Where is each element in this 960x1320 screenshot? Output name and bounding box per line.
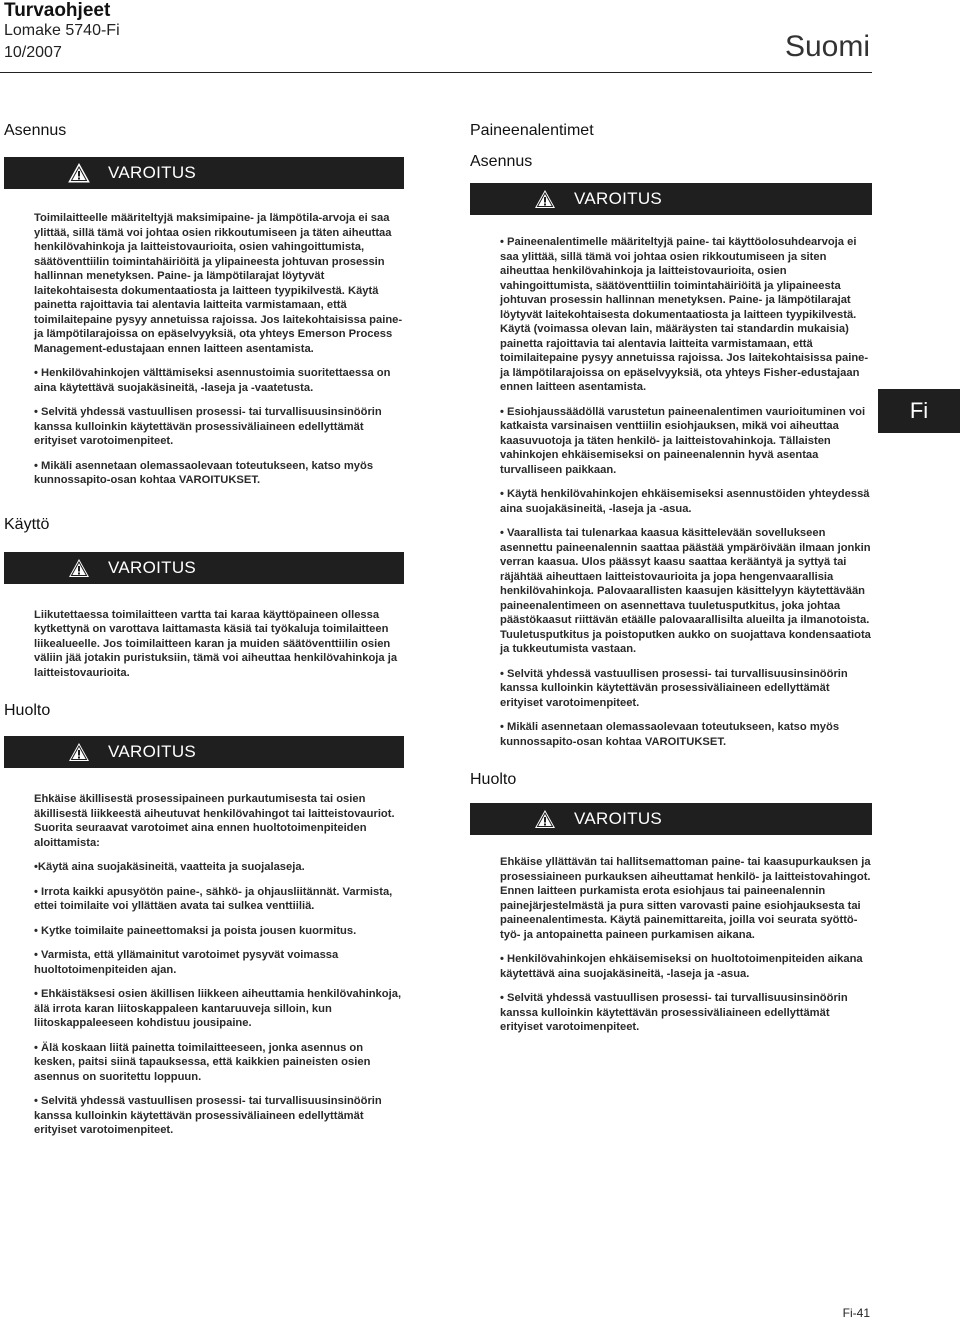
bullet-item: • Selvitä yhdessä vastuullisen prosessi- tai turvallisuusinsinöörin kanssa kulloinkin käytettävän prosessiväliaineen edellyttämät erityiset varotoimenpiteet. xyxy=(34,1095,382,1136)
document-title: Turvaohjeet xyxy=(4,0,111,21)
warning-label: VAROITUS xyxy=(574,809,663,828)
bullet-item: • Älä koskaan liitä painetta toimilaitteeseen, jonka asennus on kesken, paitsi siinä tapauksessa, että kaikkien paineisten osien asennus on suoritettu loppuun. xyxy=(34,1041,371,1083)
language-tab xyxy=(878,389,960,433)
section-heading-kaytto: Käyttö xyxy=(4,515,50,533)
warning-banner xyxy=(4,552,404,584)
warning-banner xyxy=(4,736,404,768)
bullet-item: • Selvitä yhdessä vastuullisen prosessi- tai turvallisuusinsinöörin kanssa kulloinkin käytettävän prosessiväliaineen edellyttämät erityiset varotoimenpiteet. xyxy=(34,406,382,447)
bullet-item: • Vaarallista tai tulenarkaa kaasua käsittelevään sovellukseen asennettu paineenalennin saattaa päästää ympäröivään ilmaan jonkin verran kaasua. Ulos päässyt kaasu saattaa kerääntyä ja syttyä tai räjähtää aiheuttaen laitteistovaurioita ja jopa hengenvaarallisia henkilövahinkoja. Palovaarallisten kaasujen käsittelyyn käytettävään paineenalentimeen on asennettava tuuletusputkitus, joka johtaa päästökaasut riittävän etäälle palovaarallisilta alueilta ja ilmanotoista. Tuuletusputkitus ja poistoputken aukko on suojattava kondensaatiota ja tukkeutumista vastaan. xyxy=(500,527,871,655)
warning-label: VAROITUS xyxy=(108,742,197,761)
warning-triangle-icon xyxy=(68,163,90,183)
warning-text: Liikutettaessa toimilaitteen vartta tai karaa käyttöpaineen ollessa kytkettynä on varottava laittamasta käsiä tai työkaluja toimilaitteen liikealueelle. Jos toimilaitteen karan ja muiden säätöventtiilin osien väliin jää jotakin puristuksiin, tämä voi aiheuttaa henkilövahinkoja ja laitteistovaurioita. xyxy=(34,608,398,679)
bullet-item: • Ehkäistäksesi osien äkillisen liikkeen aiheuttamia henkilövahinkoja, älä irrota karan liitoskappaleen kantaruuveja silloin, kun liitoskappaleeseen kohdistuu jousipaine. xyxy=(34,988,402,1029)
section-heading-huolto: Huolto xyxy=(4,702,51,719)
right-column xyxy=(470,120,872,1035)
language-tab-label: Fi xyxy=(909,398,929,423)
document-date: 10/2007 xyxy=(4,44,62,61)
warning-banner xyxy=(470,803,872,835)
bullet-item: • Henkilövahinkojen välttämiseksi asennustoimia suoritettaessa on aina käytettävä suojakäsineitä, -laseja ja -vaatetusta. xyxy=(34,367,391,394)
section-heading-huolto: Huolto xyxy=(470,771,517,788)
header-divider xyxy=(0,72,872,73)
bullet-item: • Irrota kaikki apusyötön paine-, sähkö- ja ohjausliitännät. Varmista, ettei toimilaite voi yllättäen avata tai sulkea venttiiliä. xyxy=(34,885,393,912)
section-heading-asennus: Asennus xyxy=(4,122,67,139)
section-title-paineenalentimet: Paineenalentimet xyxy=(470,122,594,139)
warning-label: VAROITUS xyxy=(574,189,663,208)
bullet-item: • Henkilövahinkojen ehkäisemiseksi on huoltotoimenpiteiden aikana käytettävä aina suojakäsineitä, -laseja ja -asua. xyxy=(500,953,863,980)
warning-label: VAROITUS xyxy=(108,163,197,182)
warning-text: Toimilaitteelle määriteltyjä maksimipaine- ja lämpötila-arvoja ei saa ylittää, sillä tämä voi johtaa osien rikkoutumiseen ja täten aiheuttaa henkilövahinkoja ja laitteistovaurioita, osien vahingoittumista, säätöventtiilin toimintahäiriöitä ja ylipaineesta johtuvan prosessin hallinnan menetyksen. Paine- ja lämpötilarajat löytyvät laitekohtaisesta dokumentaatiosta ja laitteen tyypikilvestä. Käytä painetta rajoittavia tai alentavia laitteita varmistamaan, että toimilaitepaine pysyy annetuissa rajoissa. Jos laitekohtaisissa paine- ja lämpötilarajoissa on epäselvyyksiä, ota yhteys Emerson Process Management-edustajaan ennen laitteen asentamista. xyxy=(34,212,403,355)
bullet-item: • Esiohjaussäädöllä varustetun paineenalentimen vaurioituminen voi katkaista varsinaisen venttiilin esiohjauksen, mikä voi aiheuttaa kaasuvuotoja ja täten henkilö- ja laitteistovahinkoja. Tällaisten vahinkojen ehkäisemiseksi on paineenalennin hyvä asentaa turvalliseen paikkaan. xyxy=(500,405,866,476)
section-heading-asennus: Asennus xyxy=(470,153,533,170)
page-number: Fi-41 xyxy=(842,1306,870,1320)
warning-text: Ehkäise äkillisestä prosessipaineen purkautumisesta tai osien äkillisestä liikkeestä aiheutuvat henkilövahingot tai laitteistovauriot. Suorita seuraavat varotoimet aina ennen huoltotoimenpiteiden aloittamista: xyxy=(34,793,395,849)
left-column xyxy=(4,120,404,1138)
bullet-item: • Selvitä yhdessä vastuullisen prosessi- tai turvallisuusinsinöörin kanssa kulloinkin käytettävän prosessiväliaineen edellyttämät erityiset varotoimenpiteet. xyxy=(500,667,848,709)
form-number: Lomake 5740-Fi xyxy=(4,22,120,39)
bullet-item: • Mikäli asennetaan olemassaolevaan toteutukseen, katso myös kunnossapito-osan kohtaa VAROITUKSET. xyxy=(500,721,840,748)
bullet-item: • Selvitä yhdessä vastuullisen prosessi- tai turvallisuusinsinöörin kanssa kulloinkin käytettävän prosessiväliaineen edellyttämät erityiset varotoimenpiteet. xyxy=(500,992,848,1033)
warning-triangle-icon xyxy=(68,742,90,762)
bullet-item: • Käytä henkilövahinkojen ehkäisemiseksi asennustöiden yhteydessä aina suojakäsineitä, -laseja ja -asua. xyxy=(500,488,870,515)
bullet-item: • Paineenalentimelle määriteltyjä paine- tai käyttöolosuhdearvoja ei saa ylittää, sillä tämä voi johtaa osien rikkoutumiseen ja siten aiheuttaa henkilövahinkoja ja laitteistovaurioita, osien vahingoittumista, säätöventtiilin toimintahäiriöitä ja ylipaineesta johtuvan prosessin hallinnan menetyksen. Paine- ja lämpötilarajat löytyvät laitekohtaisesta dokumentaatiosta ja laitteen tyypikilvestä. Käytä (voimassa olevan lain, määräysten tai standardin mukaisia) painetta rajoittavia tai alentavia laitteita varmistamaan, että toimilaitepaine pysyy annetuissa rajoissa. Jos laitekohtaisissa paine- ja lämpötilarajoissa on epäselvyyksiä, ota yhteys Fisher-edustajaan ennen laitteen asentamista. xyxy=(500,236,869,393)
warning-text: Ehkäise yllättävän tai hallitsemattoman paine- tai kaasupurkauksen ja prosessiaineen purkauksen aiheuttamat henkilö- ja laitteistovahingot. Ennen laitteen purkamista erota esiohjaus tai paineenalennin painejärjestelmästä ja pura sitten varovasti paine esiohjauksesta tai paineenalentimesta. Käytä painemittareita, joilla voi seurata syöttö- työ- ja antopainetta paineen purkamisen aikana. xyxy=(500,856,871,941)
language-label: Suomi xyxy=(784,30,870,63)
bullet-item: • Varmista, että yllämainitut varotoimet pysyvät voimassa huoltotoimenpiteiden ajan. xyxy=(34,949,339,976)
warning-triangle-icon xyxy=(534,189,556,209)
bullet-item: •Käytä aina suojakäsineitä, vaatteita ja suojalaseja. xyxy=(34,861,305,873)
warning-banner xyxy=(470,183,872,215)
bullet-item: • Kytke toimilaite paineettomaksi ja poista jousen kuormitus. xyxy=(34,924,357,937)
warning-triangle-icon xyxy=(534,809,556,829)
warning-triangle-icon xyxy=(68,558,90,578)
bullet-item: • Mikäli asennetaan olemassaolevaan toteutukseen, katso myös kunnossapito-osan kohtaa VAROITUKSET. xyxy=(34,459,374,486)
warning-label: VAROITUS xyxy=(108,557,197,577)
warning-banner xyxy=(4,157,404,189)
